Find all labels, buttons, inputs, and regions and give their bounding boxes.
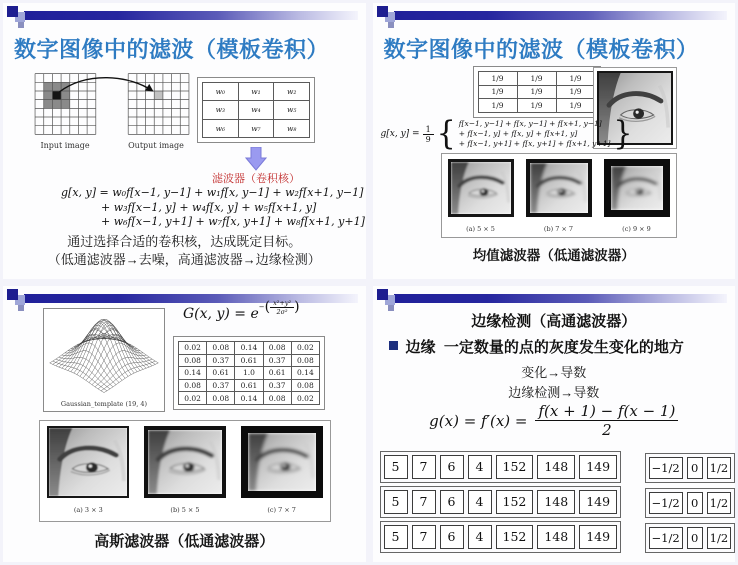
- image-caption: (b) 7 × 7: [543, 225, 574, 233]
- image-caption: (c) 9 × 9: [622, 225, 651, 233]
- table-cell: 0.08: [291, 354, 319, 367]
- table-cell: 1/9: [478, 99, 517, 113]
- value-cell: 152: [496, 525, 534, 549]
- value-cell: 6: [440, 455, 464, 479]
- exponent: − ( $\frac{\text{x²+y²}}{\text{2σ²}}$ ): [258, 298, 300, 316]
- formula-lhs: g(x) = f′(x) =: [429, 411, 528, 430]
- gaussian-formula: [183, 298, 300, 325]
- table-cell: 0.08: [263, 342, 291, 355]
- output-cell: [154, 91, 163, 100]
- eye-figure-7x7: [526, 159, 592, 233]
- image-caption: (c) 7 × 7: [267, 506, 296, 514]
- table-cell: 0.02: [179, 342, 207, 355]
- formula-lhs: G(x, y) = e: [183, 306, 259, 322]
- value-cell: 5: [384, 490, 408, 514]
- table-cell: 0.02: [291, 342, 319, 355]
- table-cell: 0.14: [179, 367, 207, 380]
- value-cell: 5: [384, 525, 408, 549]
- value-cell: 4: [468, 490, 492, 514]
- value-cell: 0: [687, 527, 703, 549]
- value-cell: 5: [384, 455, 408, 479]
- header-gradient-bar: [24, 11, 358, 20]
- kernel-strip: [645, 453, 736, 483]
- mapping-arrow: [59, 78, 152, 92]
- image-caption: (a) 5 × 5: [466, 225, 495, 233]
- table-cell: 1/9: [556, 85, 595, 99]
- value-cell: 7: [412, 525, 436, 549]
- gaussian-surface-plot: [46, 312, 162, 398]
- kernel-row: [645, 453, 736, 483]
- deco-square-navy-icon: [377, 6, 388, 17]
- table-cell: 0.61: [235, 379, 263, 392]
- image-caption: (a) 3 × 3: [73, 506, 103, 514]
- slide1-title: 数字图像中的滤波（模板卷积）: [14, 37, 330, 62]
- convolution-diagram: [31, 69, 193, 139]
- one-ninth-fraction: $\frac{1}{9}$: [423, 125, 434, 144]
- table-cell: 1/9: [517, 99, 556, 113]
- table-cell: 0.37: [207, 379, 235, 392]
- eye-figure-7x7: [241, 426, 323, 514]
- kernel-row: [645, 488, 736, 518]
- note-line-1: 通过选择合适的卷积核，达成既定目标。: [67, 234, 302, 249]
- table-cell: w₀: [203, 83, 239, 101]
- signal-strip: [380, 451, 622, 483]
- deco-square-gray-icon: [388, 305, 394, 311]
- table-cell: 0.37: [263, 354, 291, 367]
- mean-filter-formula: [380, 114, 633, 153]
- deco-square-gray-icon: [18, 305, 24, 311]
- right-brace: }: [613, 114, 633, 153]
- gaussian-results-box: [39, 420, 331, 522]
- slide-3-gaussian-filter: [3, 286, 366, 562]
- value-cell: 149: [579, 490, 617, 514]
- kernel-row: [645, 523, 736, 553]
- eye-figure-9x9: [604, 159, 670, 233]
- deco-square-gray-icon: [388, 22, 394, 28]
- table-cell: 1/9: [517, 72, 556, 86]
- table-cell: w₁: [238, 83, 274, 101]
- formula-lines: [459, 119, 611, 149]
- value-cell: 148: [537, 525, 575, 549]
- edge-definition-bullet: [389, 336, 730, 357]
- table-cell: 0.37: [207, 354, 235, 367]
- table-cell: 0.08: [207, 392, 235, 405]
- value-cell: 0: [687, 492, 703, 514]
- table-cell: 0.02: [291, 392, 319, 405]
- derivative-formula: [373, 402, 736, 439]
- header-gradient-bar: [394, 11, 728, 20]
- change-derivative-line: 变化→导数: [521, 365, 587, 380]
- table-cell: w₅: [274, 101, 310, 119]
- slide2-title: 数字图像中的滤波（模板卷积）: [383, 37, 699, 62]
- bullet-square-icon: [389, 341, 398, 350]
- value-cell: 7: [412, 455, 436, 479]
- mesh-caption: Gaussian_template (19, 4): [60, 400, 148, 408]
- left-brace: {: [436, 114, 456, 153]
- table-cell: 0.61: [235, 354, 263, 367]
- table-cell: w₄: [238, 101, 274, 119]
- kernel-strip: [645, 488, 736, 518]
- deco-square-navy-icon: [7, 6, 18, 17]
- down-arrow-icon: [245, 147, 267, 171]
- formula-line: f[x−1, y−1] + f[x, y−1] + f[x+1, y−1]: [458, 119, 602, 128]
- table-cell: 0.61: [263, 367, 291, 380]
- slide-header-decoration: [3, 3, 366, 31]
- mean-filter-results-box: [441, 153, 677, 238]
- image-caption: (b) 5 × 5: [170, 506, 200, 514]
- table-cell: 0.08: [291, 379, 319, 392]
- slide2-caption: 均值滤波器（低通滤波器）: [472, 248, 635, 263]
- signal-kernel-row: [380, 451, 622, 481]
- slide-header-decoration: [373, 3, 736, 31]
- value-cell: 1/2: [707, 492, 732, 514]
- value-cell: 149: [579, 525, 617, 549]
- value-cell: 1/2: [707, 457, 732, 479]
- table-cell: w₈: [274, 119, 310, 137]
- slide-4-edge-detection: [373, 286, 736, 562]
- slide-2-mean-filter: [373, 3, 736, 279]
- input-image-label: Input image: [40, 141, 90, 150]
- value-cell: 148: [537, 455, 575, 479]
- formula-line: + f[x−1, y] + f[x, y] + f[x+1, y]: [458, 129, 578, 138]
- grid-labels: [31, 141, 193, 150]
- table-cell: 1.0: [235, 367, 263, 380]
- value-cell: −1/2: [649, 457, 683, 479]
- eye-figure-5x5: [448, 159, 514, 233]
- gaussian-table-box: [173, 336, 325, 410]
- gaussian-mesh-box: [43, 308, 165, 412]
- deco-square-navy-icon: [7, 289, 18, 300]
- signal-kernel-row: [380, 486, 622, 516]
- signal-kernel-row: [380, 521, 622, 551]
- gaussian-table: [178, 341, 320, 405]
- value-cell: −1/2: [649, 492, 683, 514]
- value-cell: 152: [496, 455, 534, 479]
- table-cell: w₇: [238, 119, 274, 137]
- value-cell: 6: [440, 490, 464, 514]
- note-line-2: （低通滤波器→去噪，高通滤波器→边缘检测）: [47, 252, 321, 267]
- table-cell: 0.14: [235, 342, 263, 355]
- value-cell: 4: [468, 455, 492, 479]
- difference-fraction: $\frac{f(x + 1) - f(x - 1)}{2}$: [535, 402, 678, 439]
- edge-derivative-line: 边缘检测→导数: [508, 385, 600, 400]
- mean-kernel-table: [478, 71, 596, 113]
- table-cell: 1/9: [556, 99, 595, 113]
- table-cell: 1/9: [517, 85, 556, 99]
- header-gradient-bar: [24, 294, 358, 303]
- value-cell: −1/2: [649, 527, 683, 549]
- weight-table-box: [197, 77, 315, 143]
- table-cell: w₂: [274, 83, 310, 101]
- bullet-text: 边缘 一定数量的点的灰度发生变化的地方: [405, 339, 684, 356]
- table-cell: 0.08: [179, 354, 207, 367]
- table-cell: 1/9: [478, 72, 517, 86]
- deco-square-gray-icon: [18, 22, 24, 28]
- slide4-title: 边缘检测（高通滤波器）: [471, 313, 637, 330]
- slide3-caption: 高斯滤波器（低通滤波器）: [94, 533, 275, 550]
- value-cell: 0: [687, 457, 703, 479]
- table-cell: 0.14: [235, 392, 263, 405]
- value-cell: 148: [537, 490, 575, 514]
- table-cell: w₃: [203, 101, 239, 119]
- table-cell: 0.08: [179, 379, 207, 392]
- header-gradient-bar: [394, 294, 728, 303]
- signal-strip: [380, 486, 622, 518]
- value-cell: 4: [468, 525, 492, 549]
- formula-line: + f[x−1, y+1] + f[x, y+1] + f[x+1, y+1]: [458, 139, 611, 148]
- table-cell: 0.14: [291, 367, 319, 380]
- kernel-strip: [645, 523, 736, 553]
- mean-kernel-box: [473, 66, 601, 118]
- slide-1-template-convolution: [3, 3, 366, 279]
- value-cell: 149: [579, 455, 617, 479]
- signal-strip: [380, 521, 622, 553]
- formula-line: + w₆f[x−1, y+1] + w₇f[x, y+1] + w₈f[x+1, y+1]: [101, 215, 365, 228]
- eye-figure-3x3: [47, 426, 129, 514]
- value-cell: 6: [440, 525, 464, 549]
- weight-table: [202, 82, 310, 138]
- table-cell: 0.08: [263, 392, 291, 405]
- convolution-formula: [61, 186, 365, 230]
- deco-square-navy-icon: [377, 289, 388, 300]
- eye-figure-5x5: [144, 426, 226, 514]
- table-cell: 1/9: [478, 85, 517, 99]
- value-cell: 1/2: [707, 527, 732, 549]
- table-cell: 0.37: [263, 379, 291, 392]
- filter-kernel-label: 滤波器（卷积核）: [212, 173, 300, 185]
- formula-line: + w₃f[x−1, y] + w₄f[x, y] + w₅f[x+1, y]: [101, 200, 317, 214]
- table-cell: 0.08: [207, 342, 235, 355]
- formula-lhs: g[x, y] =: [380, 129, 420, 139]
- value-cell: 7: [412, 490, 436, 514]
- output-image-label: Output image: [128, 141, 184, 150]
- table-cell: 0.61: [207, 367, 235, 380]
- formula-line: g[x, y] = w₀f[x−1, y−1] + w₁f[x, y−1] + w₂f[x+1, y−1]: [61, 186, 364, 199]
- value-cell: 152: [496, 490, 534, 514]
- table-cell: 0.02: [179, 392, 207, 405]
- table-cell: 1/9: [556, 72, 595, 86]
- table-cell: w₆: [203, 119, 239, 137]
